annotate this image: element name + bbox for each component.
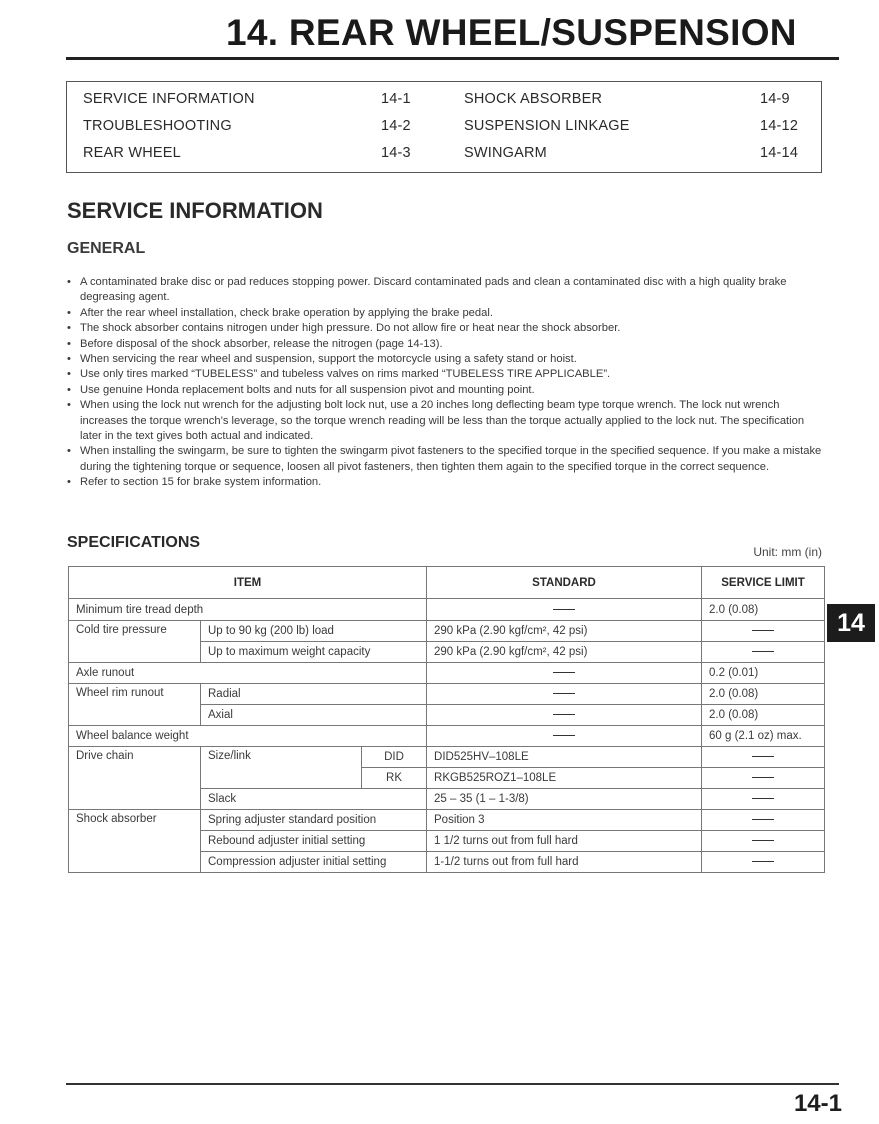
sub-item-cell: Axial <box>201 705 427 726</box>
standard-cell: 1 1/2 turns out from full hard <box>427 831 702 852</box>
note-item: • A contaminated brake disc or pad reduces stopping power. Discard contaminated pads and clean a contaminated disc with a high quality brake degreasing agent. <box>66 275 826 306</box>
sub-item-cell: Radial <box>201 684 427 705</box>
dash-mark <box>553 672 575 673</box>
note-item: • When servicing the rear wheel and suspension, support the motorcycle using a safety stand or hoist. <box>66 352 826 367</box>
note-item: • After the rear wheel installation, check brake operation by applying the brake pedal. <box>66 306 826 321</box>
title-rule <box>66 57 839 60</box>
toc-label-rear-wheel[interactable]: REAR WHEEL <box>83 145 181 161</box>
item-cell: Wheel balance weight <box>69 726 427 747</box>
limit-cell: 0.2 (0.01) <box>702 663 825 684</box>
item-cell: Shock absorber <box>69 810 201 873</box>
specifications-heading: SPECIFICATIONS <box>67 534 201 551</box>
section-title: SERVICE INFORMATION <box>67 198 323 223</box>
toc-page-suspension-linkage: 14-12 <box>760 118 799 134</box>
standard-cell: DID525HV–108LE <box>427 747 702 768</box>
brand-cell: DID <box>362 747 427 768</box>
toc-label-service-information[interactable]: SERVICE INFORMATION <box>83 91 255 107</box>
standard-cell: 25 – 35 (1 – 1-3/8) <box>427 789 702 810</box>
toc-label-shock-absorber[interactable]: SHOCK ABSORBER <box>464 91 603 107</box>
standard-cell <box>427 663 702 684</box>
sub-item-cell: Rebound adjuster initial setting <box>201 831 427 852</box>
toc-page-service-information: 14-1 <box>381 91 411 107</box>
table-row <box>69 726 825 747</box>
item-cell: Minimum tire tread depth <box>69 599 427 621</box>
limit-cell <box>702 789 825 810</box>
limit-cell: 2.0 (0.08) <box>702 705 825 726</box>
dash-mark <box>752 756 774 757</box>
dash-mark <box>752 651 774 652</box>
general-notes-list <box>66 275 826 491</box>
sub-item-cell: Spring adjuster standard position <box>201 810 427 831</box>
limit-cell <box>702 621 825 642</box>
table-row <box>69 810 825 831</box>
standard-cell: 290 kPa (2.90 kgf/cm², 42 psi) <box>427 642 702 663</box>
toc-page-rear-wheel: 14-3 <box>381 145 411 161</box>
chapter-title: 14. REAR WHEEL/SUSPENSION <box>226 12 797 53</box>
item-cell: Drive chain <box>69 747 201 810</box>
item-cell: Wheel rim runout <box>69 684 201 726</box>
table-row <box>69 663 825 684</box>
dash-mark <box>752 861 774 862</box>
toc-page-swingarm: 14-14 <box>760 145 799 161</box>
limit-cell <box>702 642 825 663</box>
note-item: • Before disposal of the shock absorber, release the nitrogen (page 14-13). <box>66 337 826 352</box>
sub-item-cell: Size/link <box>201 747 362 789</box>
header-service-limit: SERVICE LIMIT <box>702 567 825 599</box>
header-standard: STANDARD <box>427 567 702 599</box>
note-item: • The shock absorber contains nitrogen under high pressure. Do not allow fire or heat near the shock absorber. <box>66 321 826 336</box>
note-item: • Use only tires marked “TUBELESS” and tubeless valves on rims marked “TUBELESS TIRE APPLICABLE”. <box>66 367 826 382</box>
standard-cell <box>427 726 702 747</box>
table-row <box>69 599 825 621</box>
table-row <box>69 747 825 768</box>
standard-cell: 1-1/2 turns out from full hard <box>427 852 702 873</box>
unit-label: Unit: mm (in) <box>753 545 822 559</box>
dash-mark <box>752 798 774 799</box>
brand-cell: RK <box>362 768 427 789</box>
specifications-table <box>68 566 825 873</box>
standard-cell: Position 3 <box>427 810 702 831</box>
dash-mark <box>752 840 774 841</box>
general-heading: GENERAL <box>67 240 146 257</box>
sub-item-cell: Up to 90 kg (200 lb) load <box>201 621 427 642</box>
dash-mark <box>553 609 575 610</box>
header-item: ITEM <box>69 567 427 599</box>
table-header-row <box>69 567 825 599</box>
toc-label-troubleshooting[interactable]: TROUBLESHOOTING <box>83 118 232 134</box>
standard-cell <box>427 599 702 621</box>
limit-cell: 2.0 (0.08) <box>702 684 825 705</box>
limit-cell <box>702 747 825 768</box>
toc-label-suspension-linkage[interactable]: SUSPENSION LINKAGE <box>464 118 630 134</box>
dash-mark <box>553 714 575 715</box>
dash-mark <box>553 735 575 736</box>
standard-cell: 290 kPa (2.90 kgf/cm², 42 psi) <box>427 621 702 642</box>
limit-cell <box>702 810 825 831</box>
note-item: • When using the lock nut wrench for the adjusting bolt lock nut, use a 20 inches long deflecting beam type torque wrench. The lock nut wrench increases the torque wrench’s leverage, so the torque wrench reading will be less than the torque actually applied to the lock nut. The specification later in the text gives both actual and indicated. <box>66 398 826 444</box>
dash-mark <box>553 693 575 694</box>
sub-item-cell: Compression adjuster initial setting <box>201 852 427 873</box>
limit-cell <box>702 852 825 873</box>
limit-cell <box>702 768 825 789</box>
standard-cell <box>427 684 702 705</box>
toc-label-swingarm[interactable]: SWINGARM <box>464 145 547 161</box>
toc-page-troubleshooting: 14-2 <box>381 118 411 134</box>
footer-rule <box>66 1083 839 1085</box>
table-row <box>69 684 825 705</box>
note-item: • Refer to section 15 for brake system information. <box>66 475 826 490</box>
sub-item-cell: Slack <box>201 789 427 810</box>
table-row <box>69 621 825 642</box>
chapter-tab[interactable]: 14 <box>827 604 875 642</box>
dash-mark <box>752 819 774 820</box>
item-cell: Axle runout <box>69 663 427 684</box>
sub-item-cell: Up to maximum weight capacity <box>201 642 427 663</box>
toc-box <box>66 81 822 173</box>
toc-page-shock-absorber: 14-9 <box>760 91 790 107</box>
dash-mark <box>752 777 774 778</box>
dash-mark <box>752 630 774 631</box>
limit-cell <box>702 831 825 852</box>
note-item: • When installing the swingarm, be sure to tighten the swingarm pivot fasteners to the specified torque in the specified sequence. If you make a mistake during the tightening torque or sequence, loosen all pivot fasteners, then tighten them again to the specified torque in the correct sequence. <box>66 444 826 475</box>
limit-cell: 2.0 (0.08) <box>702 599 825 621</box>
limit-cell: 60 g (2.1 oz) max. <box>702 726 825 747</box>
note-item: • Use genuine Honda replacement bolts and nuts for all suspension pivot and mounting point. <box>66 383 826 398</box>
standard-cell <box>427 705 702 726</box>
standard-cell: RKGB525ROZ1–108LE <box>427 768 702 789</box>
item-cell: Cold tire pressure <box>69 621 201 663</box>
page-number: 14-1 <box>793 1090 842 1117</box>
